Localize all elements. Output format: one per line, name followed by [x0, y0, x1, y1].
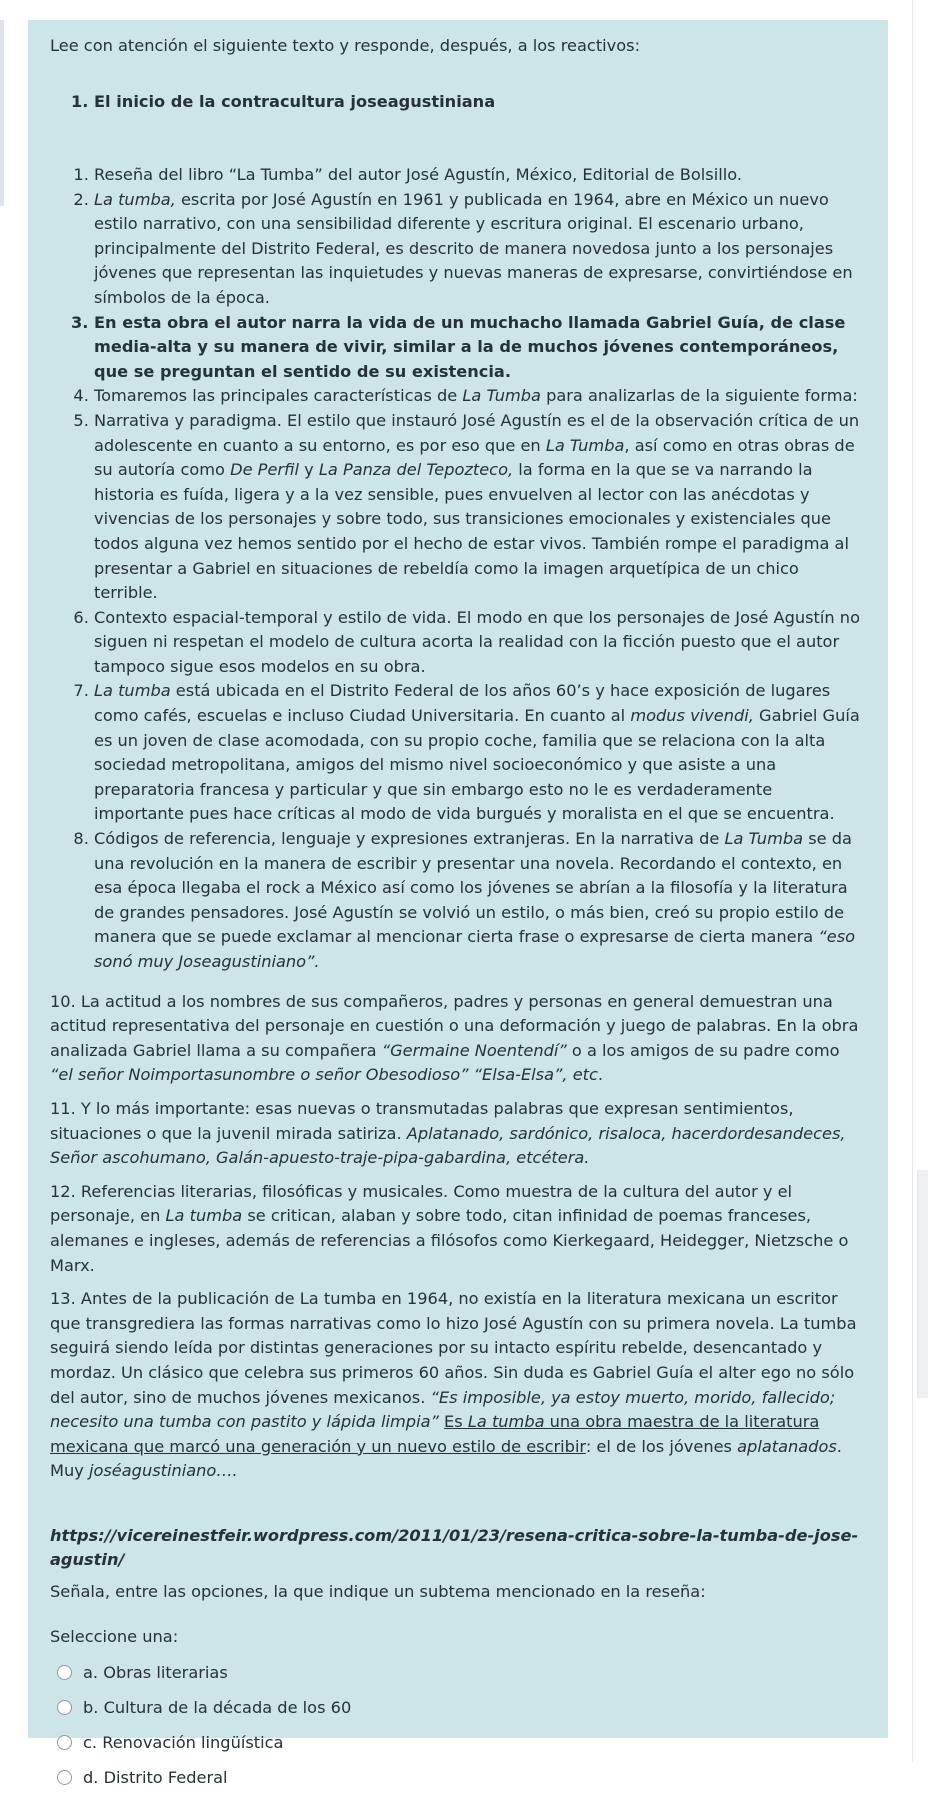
- list-item-7: 7. La tumba está ubicada en el Distrito Federal de los años 60’s y hace exposición de lugares como cafés, escuelas e incluso Ciudad Universitaria. En cuanto al modus vivendi, Gabriel Guía es un joven de clase acomodada, con su propio coche, familia que se relaciona con la alta sociedad metropolitana, amigos del mismo nivel socioeconómico y que asiste a una preparatoria francesa y particular y que sin embargo esto no le es verdaderamente importante pues hace críticas al modo de vida burgués y moralista en el que se encuentra.: [94, 679, 866, 827]
- instructions-text: Lee con atención el siguiente texto y responde, después, a los reactivos:: [50, 36, 641, 55]
- list-item-3: 3. En esta obra el autor narra la vida de un muchacho llamada Gabriel Guía, de clase media-alta y su manera de vivir, similar a la de muchos jóvenes contemporáneos, que se preguntan el sentido de su existencia.: [94, 311, 866, 385]
- option-b[interactable]: [50, 1690, 866, 1725]
- radio-button-icon[interactable]: [57, 1735, 72, 1750]
- radio-button-icon[interactable]: [57, 1700, 72, 1715]
- option-b-label[interactable]: b. Cultura de la década de los 60: [83, 1697, 352, 1717]
- list-item-1: 1. Reseña del libro “La Tumba” del autor José Agustín, México, Editorial de Bolsillo.: [94, 163, 866, 188]
- review-list: [50, 163, 866, 975]
- select-one-label: Seleccione una:: [50, 1626, 179, 1646]
- paragraph-10: 10. La actitud a los nombres de sus compañeros, padres y personas en general demuestran una actitud representativa del personaje en cuestión o una deformación y juego de palabras. En la obra analizada Gabriel llama a su compañera “Germaine Noentendí” o a los amigos de su padre como “el señor Noimportasunombre o señor Obesodioso” “Elsa-Elsa”, etc.: [50, 991, 859, 1085]
- option-d-label[interactable]: d. Distrito Federal: [83, 1767, 228, 1787]
- radio-button-icon[interactable]: [57, 1665, 72, 1680]
- source-url: https://vicereinestfeir.wordpress.com/2011/01/23/resena-critica-sobre-la-tumba-de-jose-agustin/: [50, 1525, 859, 1569]
- reading-title: 1. El inicio de la contracultura joseagustiniana: [94, 90, 866, 114]
- option-c[interactable]: [50, 1725, 866, 1760]
- page-right-border: [912, 0, 913, 1762]
- list-item-8: 8. Códigos de referencia, lenguaje y expresiones extranjeras. En la narrativa de La Tumba se da una revolución en la manera de escribir y presentar una novela. Recordando el contexto, en esa época llegaba el rock a México así como los jóvenes se abrían a la filosofía y la literatura de grandes pensadores. José Agustín se volvió un estilo, o más bien, creó su propio estilo de manera que se puede exclamar al mencionar cierta frase o expresarse de cierta manera “eso sonó muy Joseagustiniano”.: [94, 827, 866, 975]
- paragraph-12: 12. Referencias literarias, filosóficas y musicales. Como muestra de la cultura del autor y el personaje, en La tumba se critican, alaban y sobre todo, citan infinidad de poemas franceses, alemanes e ingleses, además de referencias a filósofos como Kierkegaard, Heidegger, Nietzsche o Marx.: [50, 1181, 849, 1275]
- question-text-panel: [28, 20, 888, 1787]
- paragraph-11: 11. Y lo más importante: esas nuevas o transmutadas palabras que expresan sentimientos, situaciones o que la juvenil mirada satiriza. Aplatanado, sardónico, risaloca, hacerdordesandeces, Señor ascohumano, Galán-apuesto-traje-pipa-gabardina, etcétera.: [50, 1098, 846, 1168]
- scrollbar[interactable]: [917, 1170, 928, 1398]
- paragraph-13: 13. Antes de la publicación de La tumba en 1964, no existía en la literatura mexicana un escritor que transgrediera las formas narrativas como lo hizo José Agustín con su primera novela. La tumba seguirá siendo leída por distintas generaciones por su intacto espíritu rebelde, desencantado y mordaz. Un clásico que celebra sus primeros 60 años. Sin duda es Gabriel Guía el alter ego no sólo del autor, sino de muchos jóvenes mexicanos. “Es imposible, ya estoy muerto, morido, fallecido; necesito una tumba con pastito y lápida limpia” Es La tumba una obra maestra de la literatura mexicana que marcó una generación y un nuevo estilo de escribir: el de los jóvenes aplatanados. Muy joséagustiniano….: [50, 1289, 857, 1481]
- option-c-label[interactable]: c. Renovación lingüística: [83, 1732, 284, 1752]
- option-a[interactable]: [50, 1655, 866, 1690]
- question-prompt: Señala, entre las opciones, la que indique un subtema mencionado en la reseña:: [50, 1581, 706, 1601]
- radio-button-icon[interactable]: [57, 1770, 72, 1785]
- list-item-4: 4. Tomaremos las principales características de La Tumba para analizarlas de la siguiente forma:: [94, 384, 866, 409]
- answer-options: [50, 1655, 866, 1795]
- option-d[interactable]: [50, 1760, 866, 1795]
- title-list: [50, 90, 866, 114]
- option-a-label[interactable]: a. Obras literarias: [83, 1662, 228, 1682]
- list-item-2: 2. La tumba, escrita por José Agustín en 1961 y publicada en 1964, abre en México un nuevo estilo narrativo, con una sensibilidad diferente y escritura original. El escenario urbano, principalmente del Distrito Federal, es descrito de manera novedosa junto a los personajes jóvenes que representan las inquietudes y nuevas maneras de expresarse, convirtiéndose en símbolos de la época.: [94, 188, 866, 311]
- spacer: [50, 1493, 866, 1524]
- list-item-5: 5. Narrativa y paradigma. El estilo que instauró José Agustín es el de la observación crítica de un adolescente en cuanto a su entorno, es por eso que en La Tumba, así como en otras obras de su autoría como De Perfil y La Panza del Tepozteco, la forma en la que se va narrando la historia es fuída, ligera y a la vez sensible, pues envuelven al lector con las anécdotas y vivencias de los personajes y sobre todo, sus transiciones emocionales y existenciales que todos alguna vez hemos sentido por el hecho de estar vivos. También rompe el paradigma al presentar a Gabriel en situaciones de rebeldía como la imagen arquetípica de un chico terrible.: [94, 409, 866, 606]
- left-accent-bar: [0, 20, 4, 206]
- list-item-6: 6. Contexto espacial-temporal y estilo de vida. El modo en que los personajes de José Agustín no siguen ni respetan el modelo de cultura acorta la realidad con la ficción puesto que el autor tampoco sigue esos modelos en su obra.: [94, 606, 866, 680]
